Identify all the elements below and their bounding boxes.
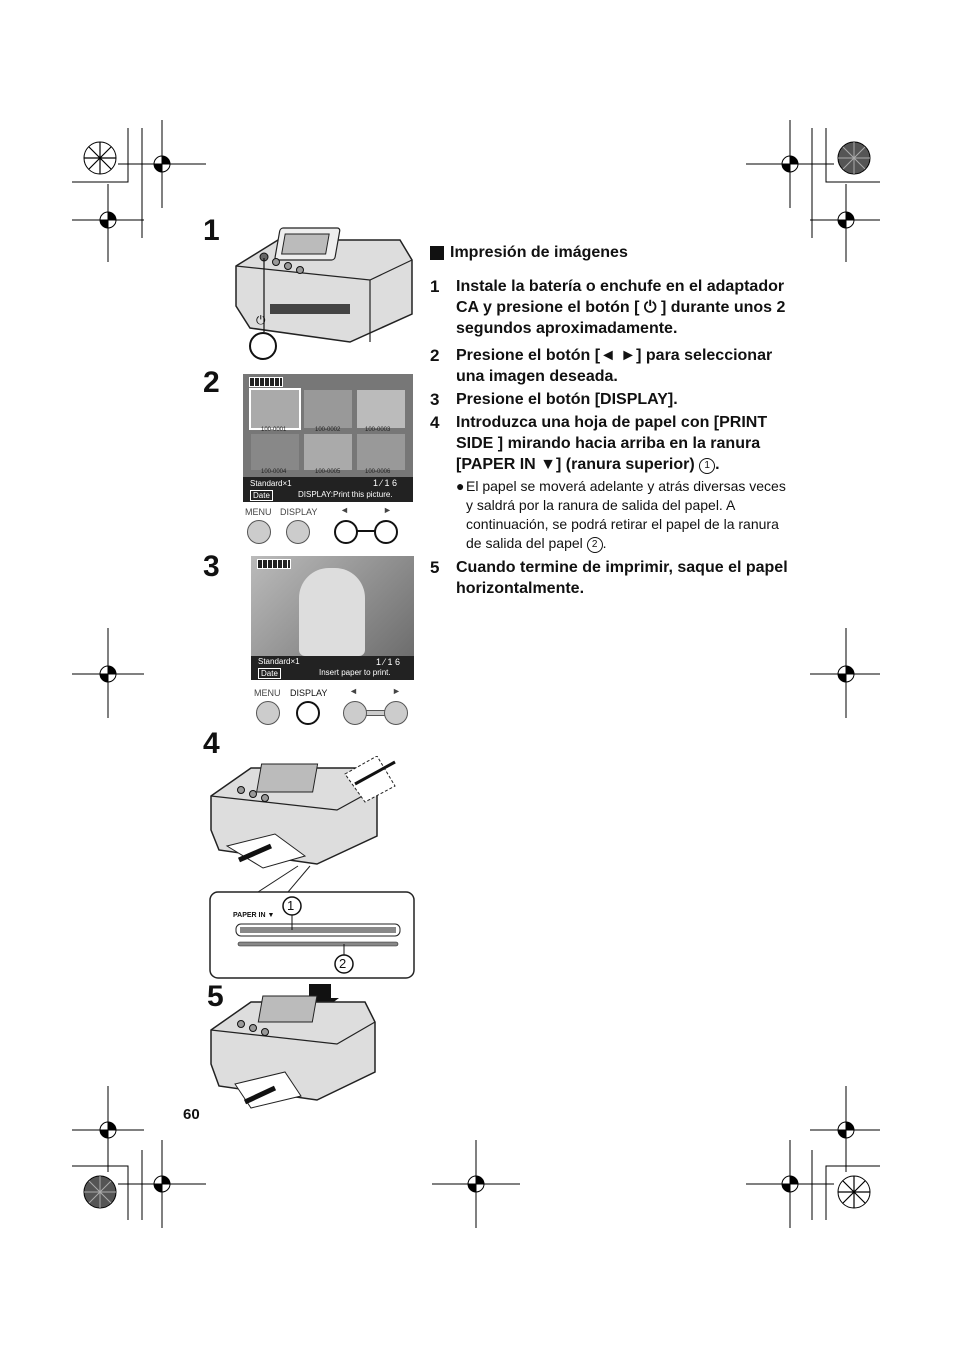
image-counter: 1 ⁄ 1 6 bbox=[373, 478, 398, 488]
figure-label-1: 1 bbox=[203, 214, 220, 247]
page-number: 60 bbox=[183, 1106, 200, 1123]
right-arrow-button[interactable] bbox=[384, 701, 408, 725]
image-counter: 1 ⁄ 1 6 bbox=[376, 657, 401, 667]
left-arrow-label: ◄ bbox=[340, 505, 349, 515]
paper-slot-detail bbox=[208, 864, 416, 982]
menu-button-label: MENU bbox=[245, 507, 272, 517]
display-button[interactable] bbox=[286, 520, 310, 544]
menu-button[interactable] bbox=[247, 520, 271, 544]
left-arrow-button[interactable] bbox=[343, 701, 367, 725]
step-number: 4 bbox=[430, 413, 440, 432]
square-bullet-icon bbox=[430, 246, 444, 260]
figure-label-4: 4 bbox=[203, 727, 220, 760]
thumbnail-label: 100-0004 bbox=[261, 469, 287, 475]
power-icon: ⏻ bbox=[256, 313, 266, 327]
step-text: Cuando termine de imprimir, saque el papel horizontalmente. bbox=[456, 559, 788, 597]
section-heading bbox=[430, 244, 790, 262]
display-button-label: DISPLAY bbox=[280, 507, 318, 517]
note-text: El papel se moverá adelante y atrás diversas veces y saldrá por la ranura de salida del papel. A continuación, se podrá retirar el papel de la ranura de salida del papel bbox=[466, 478, 786, 551]
callout-1: 1 bbox=[287, 898, 295, 913]
note-tail: . bbox=[602, 535, 607, 551]
step-3 bbox=[430, 389, 790, 410]
thumbnail-3[interactable] bbox=[357, 390, 405, 428]
battery-icon bbox=[249, 377, 283, 387]
figure-label-2: 2 bbox=[203, 366, 220, 399]
lcd-thumbnail-screen bbox=[243, 374, 413, 502]
step-2 bbox=[430, 345, 790, 387]
step-1 bbox=[430, 276, 790, 339]
step-number: 3 bbox=[430, 390, 440, 409]
display-button-label: DISPLAY bbox=[290, 688, 328, 698]
date-label: Date bbox=[258, 668, 281, 679]
thumbnail-label: 100-0002 bbox=[315, 427, 341, 433]
display-button[interactable] bbox=[296, 701, 320, 725]
lcd-message: Insert paper to print. bbox=[319, 668, 391, 677]
left-arrow-button[interactable] bbox=[334, 520, 358, 544]
thumbnail-5[interactable] bbox=[304, 434, 352, 470]
step-number: 5 bbox=[430, 558, 440, 577]
printer-illustration-4 bbox=[205, 756, 420, 881]
thumbnail-grid bbox=[249, 388, 409, 476]
step-number: 1 bbox=[430, 277, 440, 296]
thumbnail-6[interactable] bbox=[357, 434, 405, 470]
date-label: Date bbox=[250, 490, 273, 501]
section-title: Impresión de imágenes bbox=[450, 244, 628, 261]
step-tail: . bbox=[715, 456, 720, 473]
menu-button[interactable] bbox=[256, 701, 280, 725]
step-text: Introduzca una hoja de papel con [PRINT SIDE ] mirando hacia arriba en la ranura [PAPER IN ▼] (ranura superior) bbox=[456, 414, 768, 473]
right-arrow-label: ► bbox=[383, 505, 392, 515]
figure-label-3: 3 bbox=[203, 550, 220, 583]
right-arrow-button[interactable] bbox=[374, 520, 398, 544]
left-arrow-label: ◄ bbox=[349, 686, 358, 696]
thumbnail-4[interactable] bbox=[251, 434, 299, 470]
printer-illustration-1 bbox=[230, 218, 415, 363]
print-mode-label: Standard×1 bbox=[258, 657, 300, 666]
lcd-single-image-screen bbox=[251, 556, 414, 680]
lcd-status-bar bbox=[243, 477, 413, 502]
print-mode-label: Standard×1 bbox=[250, 479, 292, 488]
step-text: Instale la batería o enchufe en el adaptador CA y presione el botón [ ⏻ ] durante unos 2 segundos aproximadamente. bbox=[456, 278, 786, 337]
step-text: Presione el botón [DISPLAY]. bbox=[456, 391, 678, 408]
battery-icon bbox=[257, 559, 291, 569]
thumbnail-label: 100-0006 bbox=[365, 469, 391, 475]
step-5 bbox=[430, 557, 790, 599]
printer-illustration-5 bbox=[205, 984, 380, 1112]
callout-2: 2 bbox=[339, 956, 347, 971]
step-text: Presione el botón [◄ ►] para seleccionar una imagen deseada. bbox=[456, 347, 773, 385]
paper-in-label: PAPER IN ▼ bbox=[233, 912, 275, 919]
bullet-dot-icon: ● bbox=[456, 478, 465, 494]
thumbnail-label: 100-0003 bbox=[365, 427, 391, 433]
instructions bbox=[430, 244, 790, 601]
step-4 bbox=[430, 412, 790, 475]
thumbnail-label: 100-0001 bbox=[261, 427, 287, 433]
thumbnail-1[interactable] bbox=[251, 390, 299, 428]
lcd-message: DISPLAY:Print this picture. bbox=[298, 490, 393, 499]
figure-label-5: 5 bbox=[207, 980, 224, 1013]
step-4-note bbox=[430, 477, 790, 553]
lcd-status-bar bbox=[251, 656, 414, 680]
thumbnail-label: 100-0005 bbox=[315, 469, 341, 475]
portrait-photo bbox=[299, 568, 365, 656]
thumbnail-2[interactable] bbox=[304, 390, 352, 428]
step-number: 2 bbox=[430, 346, 440, 365]
callout-ref-1: 1 bbox=[699, 458, 715, 474]
menu-button-label: MENU bbox=[254, 688, 281, 698]
callout-ref-2: 2 bbox=[587, 537, 603, 553]
right-arrow-label: ► bbox=[392, 686, 401, 696]
